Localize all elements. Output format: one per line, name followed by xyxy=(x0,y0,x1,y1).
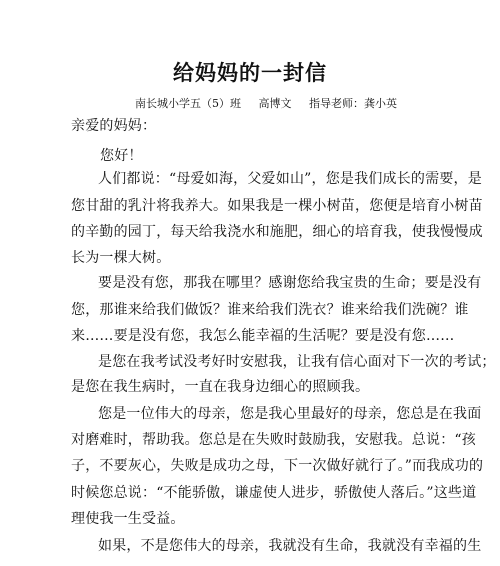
body-line: 对磨难时，帮助我。您总是在失败时鼓励我，安慰我。总说：“孩 xyxy=(71,432,476,448)
body-line: 您是一位伟大的母亲，您是我心里最好的母亲，您总是在我面 xyxy=(98,406,482,422)
body-line: 是您在我生病时，一直在我身边细心的照顾我。 xyxy=(71,379,370,395)
body-line: 如果，不是您伟大的母亲，我就没有生命，我就没有幸福的生 xyxy=(98,538,482,554)
byline-teacher: 指导老师：龚小英 xyxy=(309,97,397,110)
body-line: 时候您总说：“不能骄傲，谦虚使人进步，骄傲使人落后。”这些道 xyxy=(71,485,477,501)
letter-title: 给妈妈的一封信 xyxy=(173,60,327,85)
byline-school-class: 南长城小学五（5）班 xyxy=(135,97,241,110)
greeting-line: 您好！ xyxy=(100,148,143,164)
body-line: 长为一棵大树。 xyxy=(71,250,171,266)
body-line: 是您在我考试没考好时安慰我，让我有信心面对下一次的考试； xyxy=(98,354,496,370)
body-line: 您，那谁来给我们做饭？谁来给我们洗衣？谁来给我们洗碗？谁 xyxy=(71,302,469,318)
body-line: 子，不要灰心，失败是成功之母，下一次做好就行了。”而我成功的 xyxy=(71,458,484,474)
body-line: 的辛勤的园丁，每天给我浇水和施肥，细心的培育我，使我慢慢成 xyxy=(71,224,483,240)
byline-author: 高博文 xyxy=(258,97,292,110)
body-line: 人们都说：“母爱如海，父爱如山”，您是我们成长的需要，是 xyxy=(98,171,482,187)
body-line: 来……要是没有您，我怎么能幸福的生活呢？要是没有您…… xyxy=(71,328,455,344)
body-line: 理使我一生受益。 xyxy=(71,511,185,527)
byline xyxy=(135,97,465,111)
body-line: 要是没有您，那我在哪里？感谢您给我宝贵的生命；要是没有 xyxy=(98,275,482,291)
body-line: 您甘甜的乳汁将我养大。如果我是一棵小树苗，您便是培育小树苗 xyxy=(71,198,483,214)
salutation-line: 亲爱的妈妈： xyxy=(71,118,157,134)
